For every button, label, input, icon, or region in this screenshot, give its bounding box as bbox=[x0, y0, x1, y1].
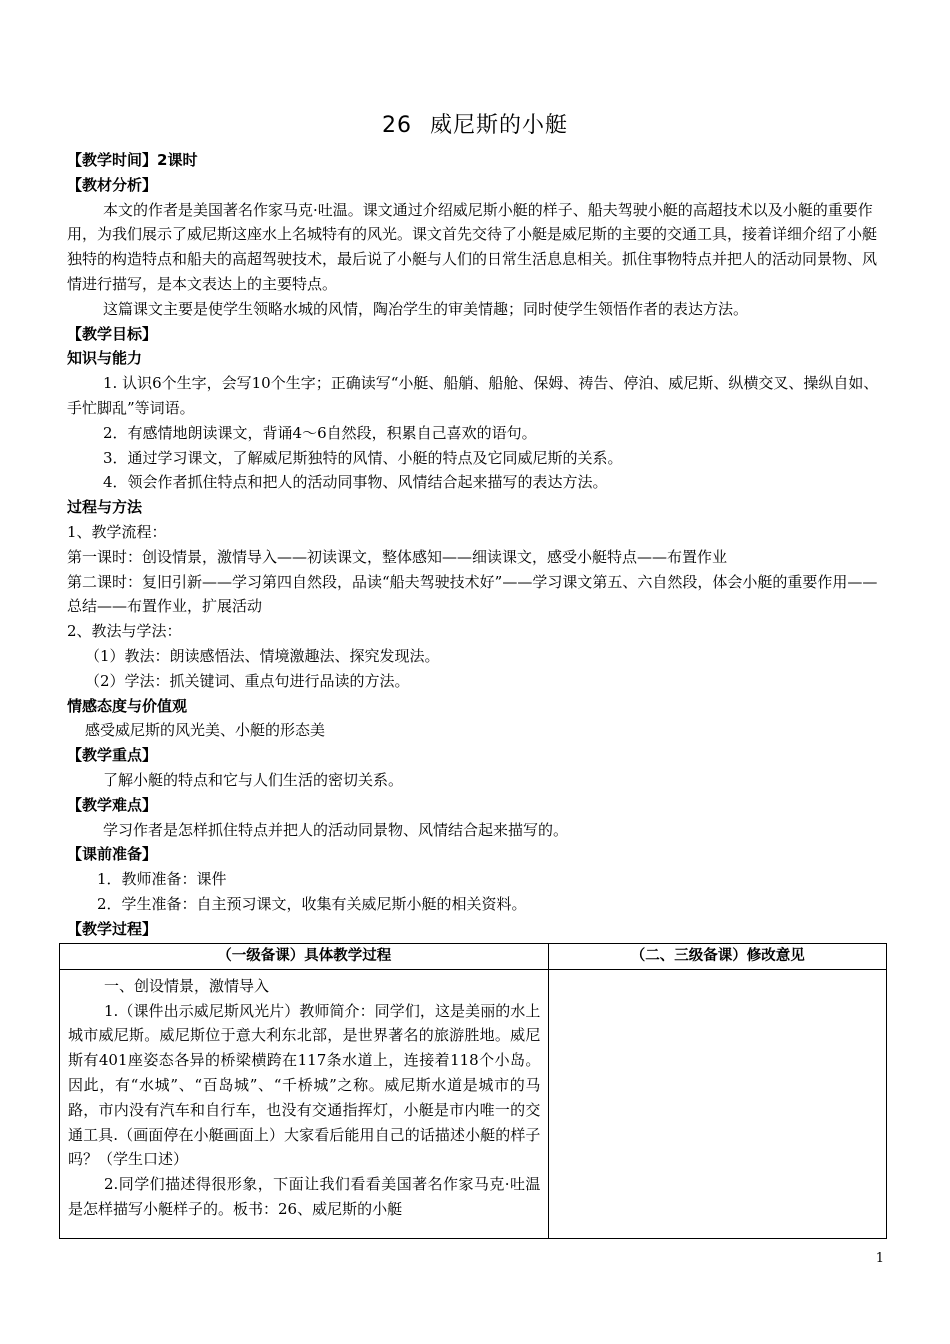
methods-label: 2、教法与学法： bbox=[67, 622, 182, 641]
table-header-row bbox=[60, 944, 887, 970]
page-title bbox=[0, 108, 950, 139]
material-analysis-para2: 这篇课文主要是使学生领略水城的风情，陶冶学生的审美情趣；同时使学生领悟作者的表达方法。 bbox=[103, 299, 749, 318]
lesson2-flow: 第二课时：复旧引新——学习第四自然段，品读“船夫驾驶技术好”——学习课文第五、六自然段，体会小艇的重要作用——总结——布置作业，扩展活动 bbox=[67, 572, 878, 616]
material-analysis-para1: 本文的作者是美国著名作家马克·吐温。课文通过介绍威尼斯小艇的样子、船夫驾驶小艇的高超技术以及小艇的重要作用，为我们展示了威尼斯这座水上名城特有的风光。课文首先交待了小艇是威尼斯的主要的交通工具，接着详细介绍了小艇独特的构造特点和船夫的高超驾驶技术，最后说了小艇与人们的日常生活息息相关。抓住事物特点并把人的活动同景物、风情进行描写，是本文表达上的主要特点。 bbox=[67, 200, 878, 293]
teacher-preparation: 1．教师准备：课件 bbox=[97, 870, 227, 889]
key-point-text: 了解小艇的特点和它与人们生活的密切关系。 bbox=[103, 770, 404, 789]
page-number: 1 bbox=[875, 1251, 884, 1266]
lesson-title: 威尼斯的小艇 bbox=[429, 113, 568, 138]
document-body bbox=[67, 148, 887, 942]
flow-label: 1、教学流程： bbox=[67, 522, 167, 541]
objectives-heading: 【教学目标】 bbox=[67, 324, 158, 343]
material-analysis-heading: 【教材分析】 bbox=[67, 175, 158, 194]
knowledge-item: 3．通过学习课文，了解威尼斯独特的风情、小艇的特点及它同威尼斯的关系。 bbox=[103, 448, 623, 467]
lesson-number: 26 bbox=[381, 113, 412, 138]
student-preparation: 2．学生准备：自主预习课文，收集有关威尼斯小艇的相关资料。 bbox=[97, 894, 527, 913]
process-cell bbox=[60, 969, 549, 1238]
col-header-process: （一级备课）具体教学过程 bbox=[60, 944, 549, 970]
table-row bbox=[60, 969, 887, 1238]
knowledge-item: 4．领会作者抓住特点和把人的活动同事物、风情结合起来描写的表达方法。 bbox=[103, 473, 608, 492]
teaching-process-heading: 【教学过程】 bbox=[67, 919, 158, 938]
knowledge-heading: 知识与能力 bbox=[67, 349, 143, 368]
col-header-revision: （二、三级备课）修改意见 bbox=[549, 944, 887, 970]
key-point-heading: 【教学重点】 bbox=[67, 746, 158, 765]
revision-cell bbox=[549, 969, 887, 1238]
lesson1-flow: 第一课时：创设情景，激情导入——初读课文，整体感知——细读课文，感受小艇特点——布置作业 bbox=[67, 547, 728, 566]
emotion-heading: 情感态度与价值观 bbox=[67, 696, 188, 715]
difficulty-text: 学习作者是怎样抓住特点并把人的活动同景物、风情结合起来描写的。 bbox=[103, 820, 569, 839]
teaching-time: 【教学时间】2课时 bbox=[67, 151, 198, 169]
teaching-method: （1）教法：朗读感悟法、情境激趣法、探究发现法。 bbox=[85, 646, 440, 665]
process-para: 2.同学们描述得很形象，下面让我们看看美国著名作家马克·吐温是怎样描写小艇样子的。板书：26、威尼斯的小艇 bbox=[68, 1175, 541, 1218]
knowledge-item: 1. 认识6个生字，会写10个生字；正确读写“小艇、船艄、船舱、保姆、祷告、停泊、威尼斯、纵横交叉、操纵自如、手忙脚乱”等词语。 bbox=[67, 374, 879, 417]
learning-method: （2）学法：抓关键词、重点句进行品读的方法。 bbox=[85, 671, 410, 690]
teaching-process-table bbox=[59, 943, 887, 1239]
emotion-text: 感受威尼斯的风光美、小艇的形态美 bbox=[85, 721, 326, 740]
difficulty-heading: 【教学难点】 bbox=[67, 795, 158, 814]
knowledge-item: 2．有感情地朗读课文，背诵4～6自然段，积累自己喜欢的语句。 bbox=[103, 423, 537, 442]
preparation-heading: 【课前准备】 bbox=[67, 845, 158, 864]
process-method-heading: 过程与方法 bbox=[67, 498, 143, 517]
process-para: 1.（课件出示威尼斯风光片）教师简介：同学们，这是美丽的水上城市威尼斯。威尼斯位于意大利东北部，是世界著名的旅游胜地。威尼斯有401座姿态各异的桥梁横跨在117条水道上，连接着118个小岛。因此，有“水城”、“百岛城”、“千桥城”之称。威尼斯水道是城市的马路，市内没有汽车和自行车，也没有交通指挥灯，小艇是市内唯一的交通工具.（画面停在小艇画面上）大家看后能用自己的话描述小艇的样子吗？（学生口述） bbox=[68, 1001, 541, 1169]
section-title: 一、创设情景，激情导入 bbox=[104, 976, 270, 995]
